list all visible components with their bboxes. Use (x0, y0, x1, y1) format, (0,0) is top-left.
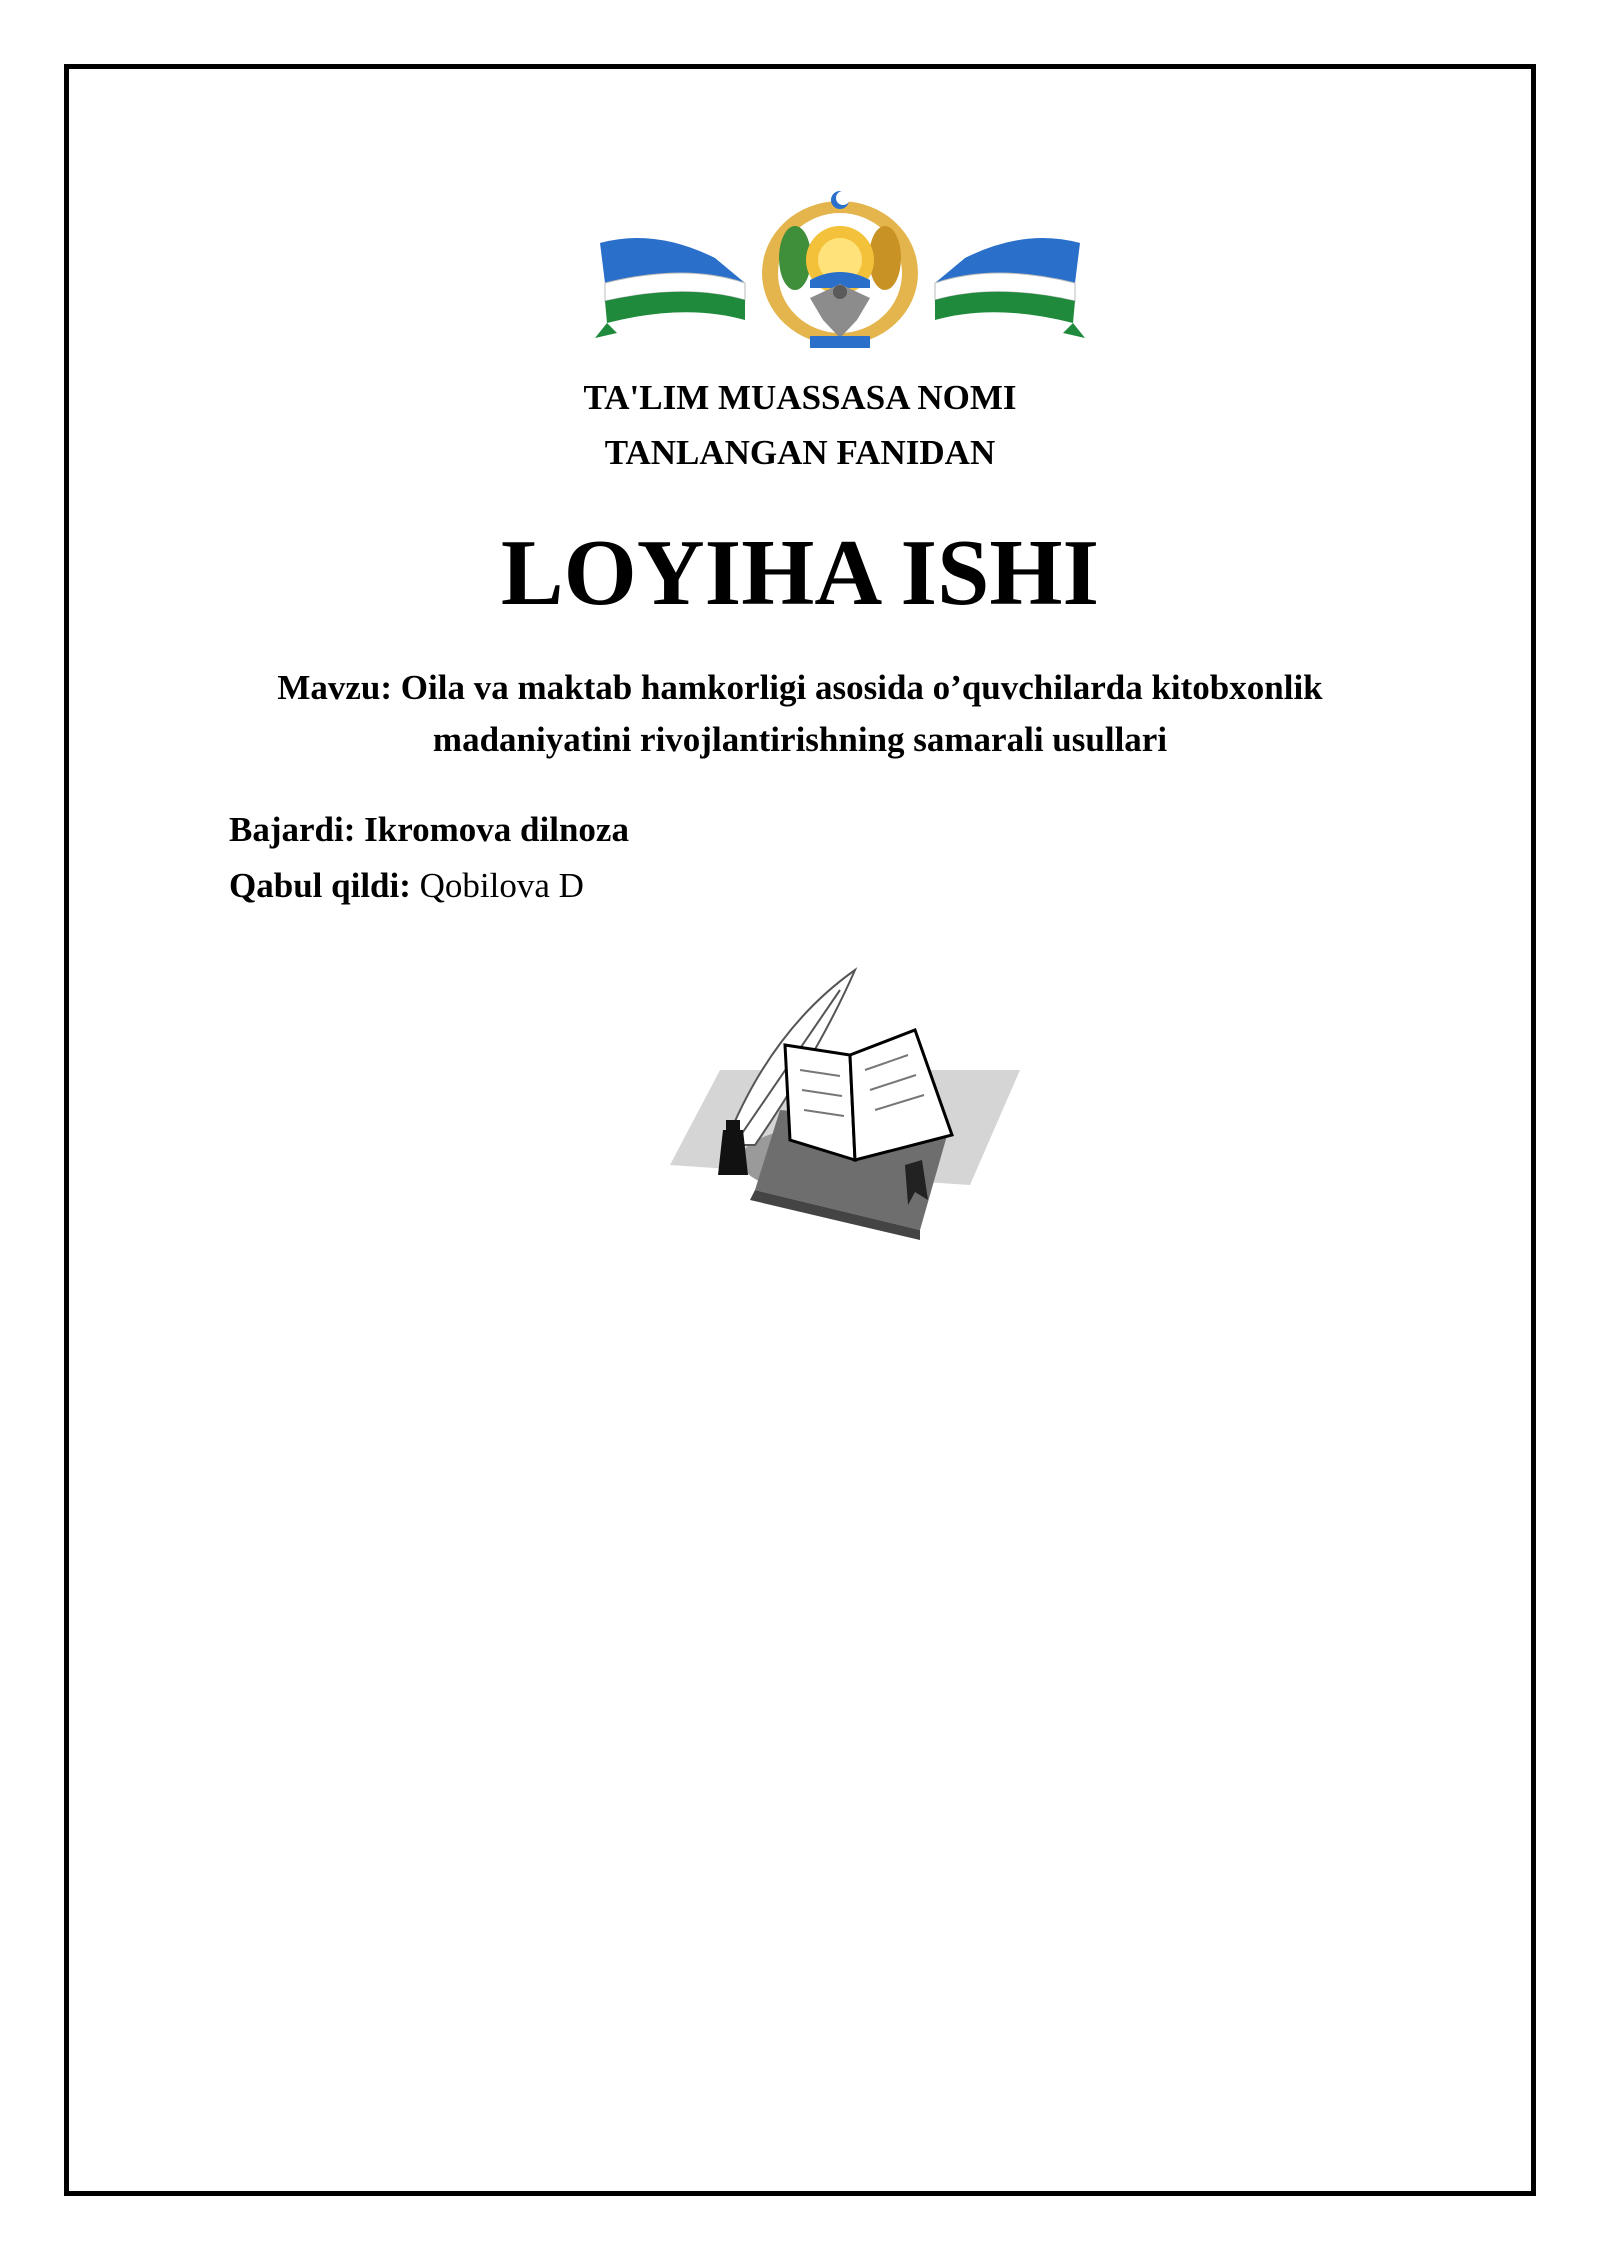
performer-name: Ikromova dilnoza (364, 810, 629, 849)
accepted-name: Qobilova D (419, 866, 584, 905)
performer-label: Bajardi: (229, 810, 356, 849)
performer-line (229, 808, 629, 852)
accepted-label: Qabul qildi: (229, 866, 411, 905)
left-ribbon (595, 238, 745, 338)
page-title: LOYIHA ISHI (500, 521, 1100, 625)
institution-name: TA'LIM MUASSASA NOMI (583, 378, 1017, 417)
book-and-quill-icon (660, 960, 1020, 1240)
coat-of-arms-emblem (595, 188, 1085, 356)
topic-block (200, 662, 1400, 766)
right-ribbon (935, 238, 1085, 338)
topic-line: madaniyatini rivojlantirishning samarali usullari (432, 720, 1168, 759)
accepted-line (229, 864, 584, 908)
subject-heading: TANLANGAN FANIDAN (604, 433, 996, 472)
topic-line: Mavzu: Oila va maktab hamkorligi asosida o’quvchilarda kitobxonlik (277, 668, 1323, 707)
